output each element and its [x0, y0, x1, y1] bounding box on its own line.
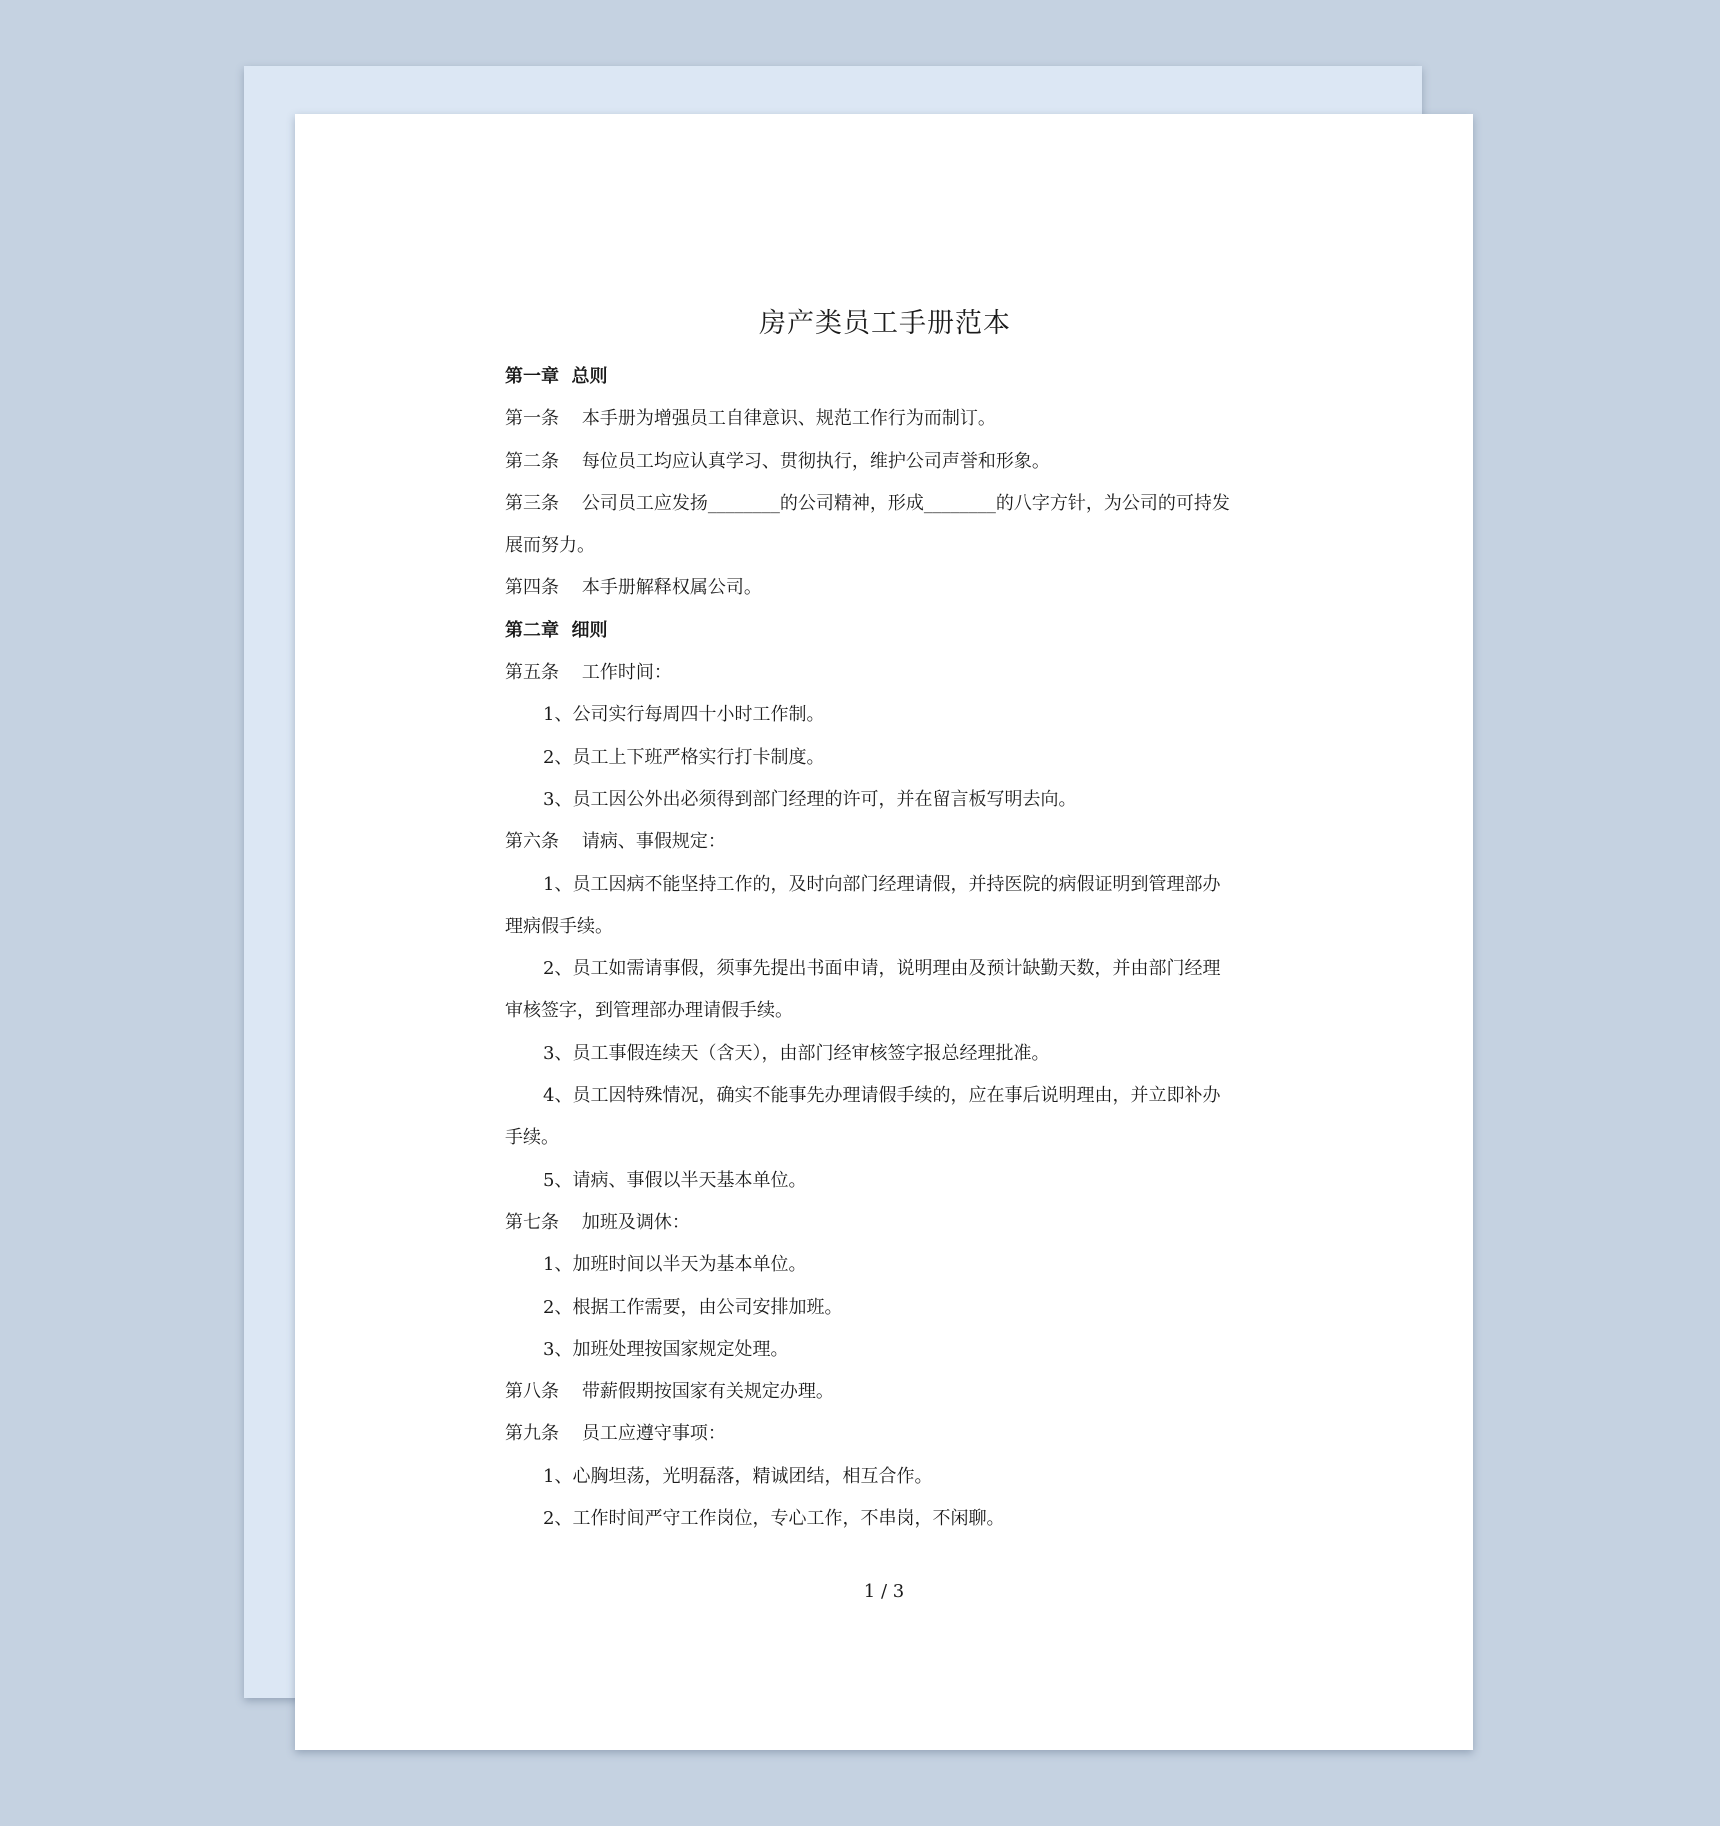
paragraph-line: 3、员工因公外出必须得到部门经理的许可，并在留言板写明去向。: [543, 788, 1077, 810]
paragraph-line: 2、根据工作需要，由公司安排加班。: [543, 1296, 843, 1318]
paragraph-line: 第六条 请病、事假规定：: [505, 831, 726, 853]
paragraph-line: 第八条 带薪假期按国家有关规定办理。: [505, 1381, 834, 1403]
paragraph-line: 第二条 每位员工均应认真学习、贯彻执行，维护公司声誉和形象。: [505, 450, 1050, 472]
paragraph-line: 审核签字，到管理部办理请假手续。: [505, 1000, 793, 1022]
paragraph-line: 3、员工事假连续天（含天），由部门经审核签字报总经理批准。: [543, 1042, 1050, 1064]
paragraph-line: 第四条 本手册解释权属公司。: [505, 577, 762, 599]
document-body: [505, 304, 1265, 1540]
paragraph-line: 展而努力。: [505, 535, 595, 557]
paragraph-line: 手续。: [505, 1127, 559, 1149]
document-title: 房产类员工手册范本: [759, 308, 1011, 339]
paragraph-line: 第一条 本手册为增强员工自律意识、规范工作行为而制订。: [505, 408, 996, 430]
paragraph-line: 5、请病、事假以半天基本单位。: [543, 1169, 807, 1191]
paragraph-line: 2、工作时间严守工作岗位，专心工作，不串岗，不闲聊。: [543, 1508, 1005, 1530]
paragraph-line: 3、加班处理按国家规定处理。: [543, 1338, 789, 1360]
chapter-heading: 第一章 总则: [505, 366, 608, 387]
page-number: 1 / 3: [863, 1581, 905, 1602]
paragraph-list: [505, 356, 1265, 1540]
paragraph-line: 第三条 公司员工应发扬________的公司精神，形成________的八字方针，为公司的可持发: [505, 492, 1230, 514]
paragraph-line: 4、员工因特殊情况，确实不能事先办理请假手续的，应在事后说明理由，并立即补办: [543, 1085, 1221, 1107]
chapter-heading: 第二章 细则: [505, 619, 608, 641]
paragraph-line: 理病假手续。: [505, 915, 613, 937]
paragraph-line: 2、员工如需请事假，须事先提出书面申请，说明理由及预计缺勤天数，并由部门经理: [543, 958, 1221, 980]
paragraph-line: 第七条 加班及调休：: [505, 1211, 690, 1233]
paragraph-line: 1、加班时间以半天为基本单位。: [543, 1254, 807, 1276]
paragraph-line: 1、心胸坦荡，光明磊落，精诚团结，相互合作。: [543, 1465, 933, 1487]
paragraph-line: 第五条 工作时间：: [505, 662, 672, 684]
paragraph-line: 2、员工上下班严格实行打卡制度。: [543, 746, 825, 768]
document-page: [295, 114, 1473, 1750]
paragraph-line: 1、员工因病不能坚持工作的，及时向部门经理请假，并持医院的病假证明到管理部办: [543, 873, 1221, 895]
paragraph-line: 第九条 员工应遵守事项：: [505, 1423, 726, 1445]
paragraph-line: 1、公司实行每周四十小时工作制。: [543, 704, 825, 726]
